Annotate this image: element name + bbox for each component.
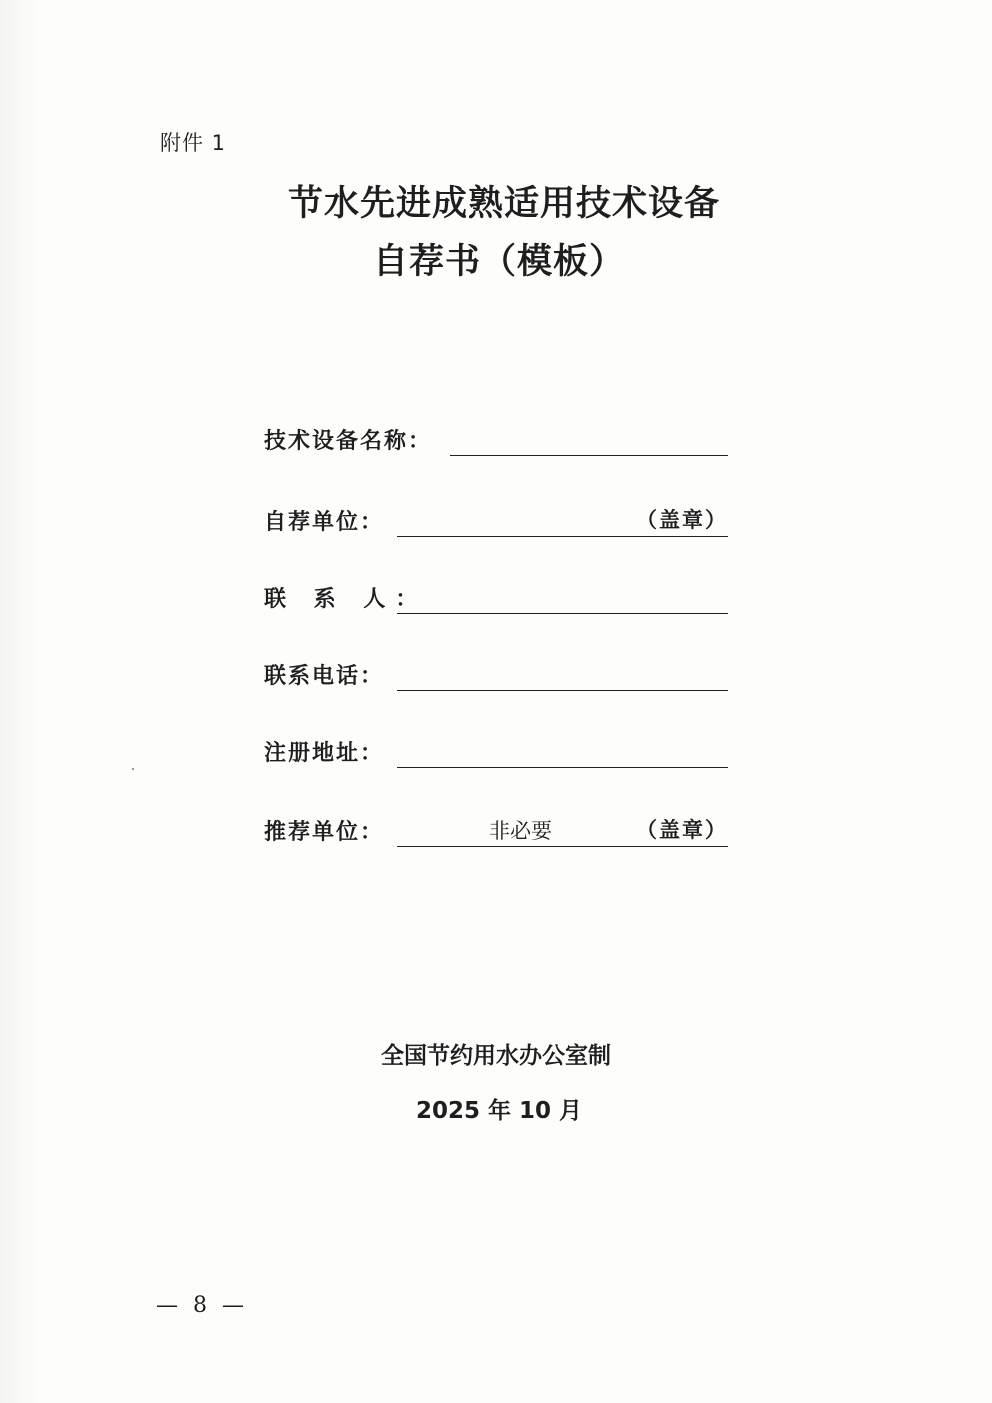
field-registered-address [264, 734, 728, 768]
field-recommending-unit [264, 813, 728, 847]
field-input-line[interactable] [397, 737, 728, 768]
page-number: — 8 — [156, 1293, 248, 1318]
field-label: 推荐单位： [264, 819, 385, 845]
field-label: 自荐单位： [264, 509, 385, 535]
issue-date: 2025 年 10 月 [415, 1098, 583, 1124]
scan-speck [132, 768, 134, 770]
document-title-line1: 节水先进成熟适用技术设备 [287, 183, 720, 224]
field-input-line[interactable] [397, 583, 728, 614]
field-input-line[interactable] [450, 425, 728, 456]
field-label: 联系电话： [264, 663, 385, 689]
field-self-recommending-unit [264, 503, 728, 537]
stamp-note: （盖章） [636, 507, 728, 532]
document-title-line2: 自荐书（模板） [372, 241, 625, 282]
field-input-line[interactable] [397, 660, 728, 691]
field-label: 注册地址： [264, 740, 385, 766]
field-input-line[interactable] [397, 506, 728, 537]
field-input-line[interactable] [397, 816, 728, 847]
field-contact-phone [264, 657, 728, 691]
field-label: 联 系 人： [264, 586, 428, 612]
field-tech-equipment-name [264, 422, 728, 456]
stamp-note: （盖章） [636, 817, 728, 842]
attachment-label: 附件 1 [160, 131, 227, 155]
field-contact-person [264, 580, 728, 614]
field-label: 技术设备名称： [264, 428, 433, 454]
issuer: 全国节约用水办公室制 [381, 1043, 611, 1069]
field-value: 非必要 [489, 819, 552, 843]
